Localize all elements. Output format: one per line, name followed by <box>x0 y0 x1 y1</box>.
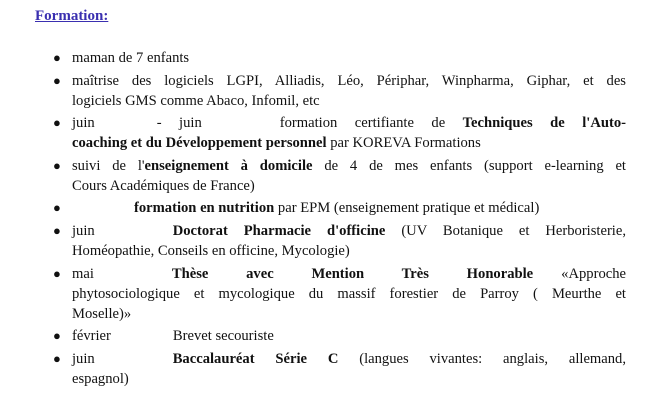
item-bold-text: Techniques de l'Auto- <box>462 115 627 132</box>
item-date: février <box>72 328 111 345</box>
bullet-icon: ● <box>53 115 61 131</box>
item-text-line3: Moselle)» <box>72 305 132 322</box>
item-bold-text: Doctorat Pharmacie d'officine <box>172 222 386 239</box>
item-line1 <box>72 264 626 284</box>
item-bold-text: Baccalauréat Série C <box>172 350 339 367</box>
bullet-icon: ● <box>53 72 61 88</box>
item-line1 <box>72 156 626 176</box>
formation-list <box>35 48 626 389</box>
item-text-line2: espagnol) <box>72 370 129 387</box>
bullet-icon: ● <box>53 222 61 238</box>
item-date: mai <box>72 265 94 282</box>
list-item <box>35 349 626 389</box>
list-item <box>35 113 626 153</box>
item-text: suivi de l' <box>72 157 145 174</box>
list-item <box>35 156 626 196</box>
item-text-line1: maîtrise des logiciels LGPI, Alliadis, Léo, Périphar, Winpharma, Giphar, et des <box>72 72 626 89</box>
item-date: juin <box>72 350 95 367</box>
item-text: «Approche <box>561 265 626 282</box>
list-item <box>35 198 626 218</box>
item-text-line2: Homéopathie, Conseils en officine, Mycologie) <box>72 242 350 259</box>
item-date-end: - juin <box>156 115 202 132</box>
item-line1 <box>72 221 626 241</box>
item-text: Brevet secouriste <box>172 328 274 345</box>
item-text-line2: phytosociologique et mycologique du massif forestier de Parroy ( Meurthe et <box>72 285 626 302</box>
item-text-rest: de 4 de mes enfants (support e-learning et <box>324 157 626 174</box>
item-text-line2: logiciels GMS comme Abaco, Infomil, etc <box>72 92 320 109</box>
item-bold-text: formation en nutrition <box>134 200 275 217</box>
list-item <box>35 48 626 68</box>
item-line1 <box>72 113 626 133</box>
section-heading: Formation: <box>35 8 109 24</box>
list-item <box>35 264 626 324</box>
item-text: formation certifiante de <box>279 115 446 132</box>
item-bold-text: Thèse avec Mention Très Honorable <box>171 265 534 282</box>
item-bold-text: enseignement à domicile <box>144 157 313 174</box>
item-bold-text-2: coaching et du Développement personnel <box>72 135 327 152</box>
bullet-icon: ● <box>53 328 61 344</box>
item-text: maman de 7 enfants <box>72 50 190 66</box>
item-text-line2: Cours Académiques de France) <box>72 177 255 194</box>
list-item <box>35 326 626 346</box>
list-item <box>35 71 626 111</box>
bullet-icon: ● <box>53 265 61 281</box>
bullet-icon: ● <box>53 157 61 173</box>
item-suffix: par KOREVA Formations <box>330 135 481 152</box>
list-item <box>35 221 626 261</box>
item-text: (langues vivantes: anglais, allemand, <box>359 350 626 367</box>
bullet-icon: ● <box>53 200 61 216</box>
item-date-start: juin <box>72 115 95 132</box>
item-line1 <box>72 349 626 369</box>
bullet-icon: ● <box>53 50 61 65</box>
item-text: par EPM (enseignement pratique et médical) <box>277 200 540 217</box>
bullet-icon: ● <box>53 350 61 366</box>
item-text: (UV Botanique et Herboristerie, <box>401 222 626 239</box>
item-date: juin <box>72 222 95 239</box>
